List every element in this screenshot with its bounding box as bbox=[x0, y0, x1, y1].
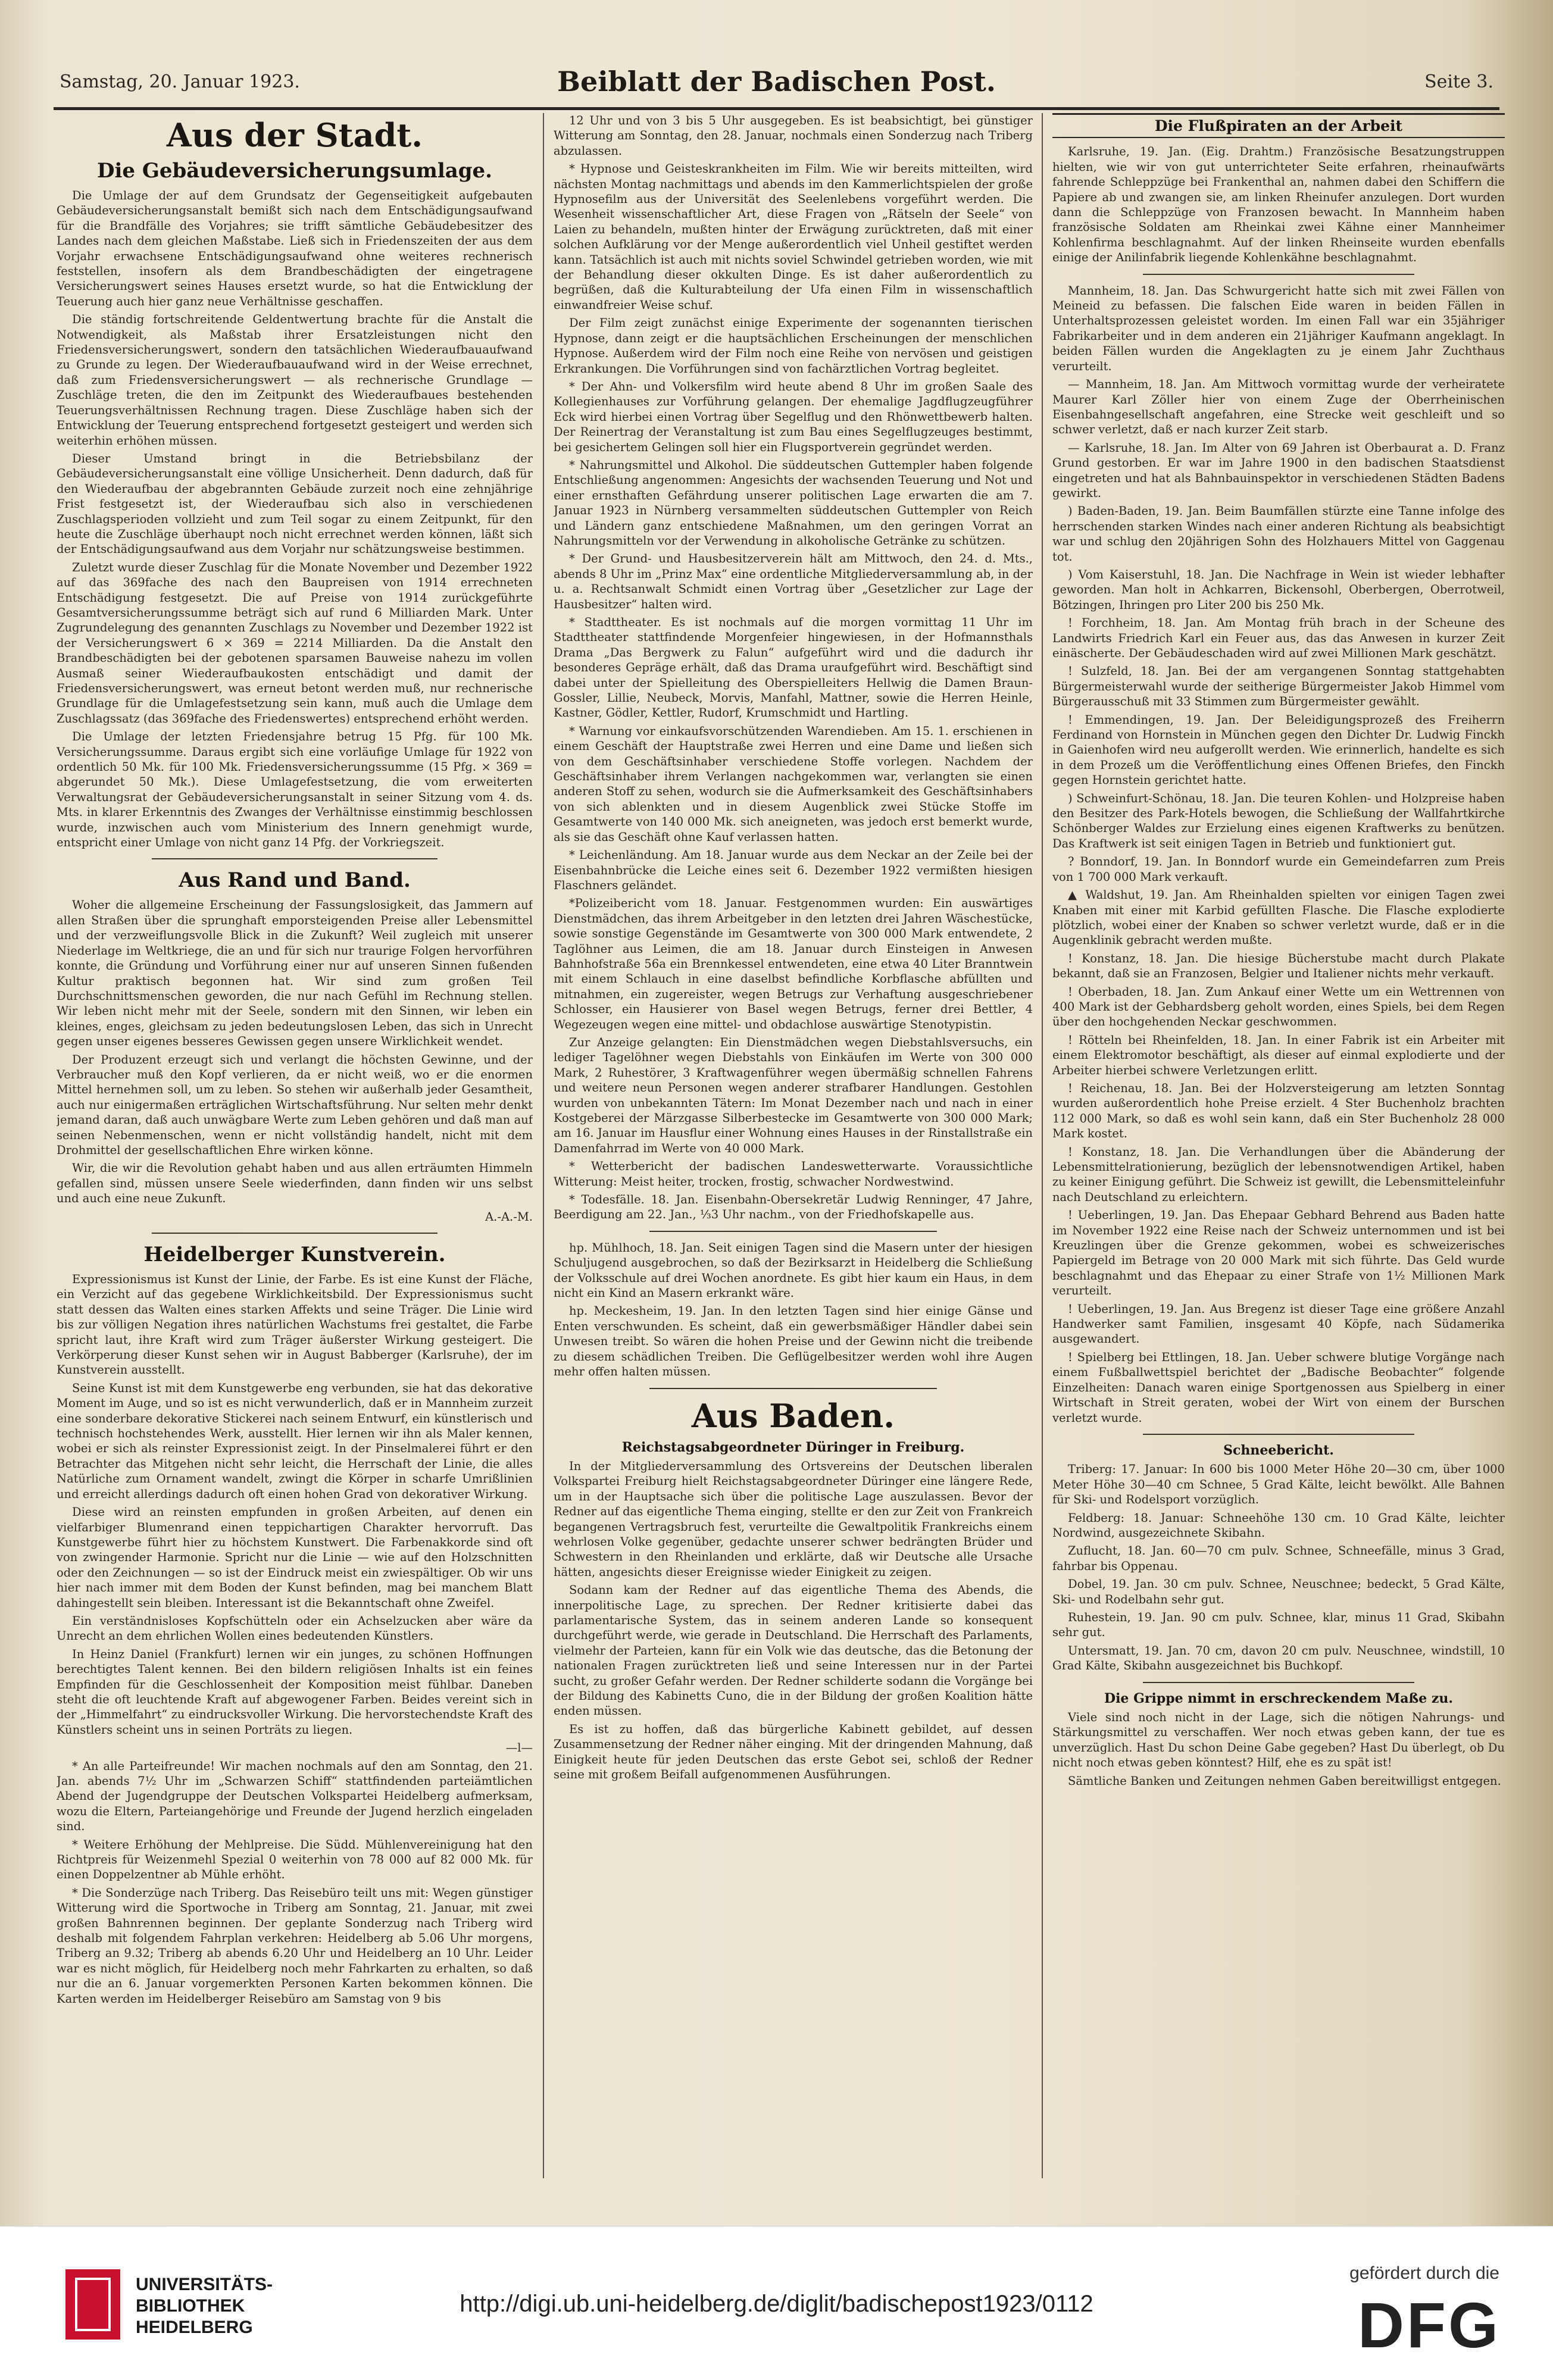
death-notice: * Todesfälle. 18. Jan. Eisenbahn-Obersekretär Ludwig Renninger, 47 Jahre, Beerdigung am 22. Jan., ⅓3 Uhr nachm., von der Friedhofskapelle aus. bbox=[554, 1193, 1033, 1222]
section-heading-baden: Aus Baden. bbox=[691, 1396, 895, 1435]
news-note: * Leichenländung. Am 18. Januar wurde aus dem Neckar an der Zeile bei der Eisenbahnbrücke die Leiche eines seit 6. Dezember 1922 vermißten hiesigen Flaschners geländet. bbox=[554, 848, 1033, 892]
snow-report-entry: Zuflucht, 18. Jan. 60—70 cm pulv. Schnee, Schneefälle, minus 3 Grad, fahrbar bis Oppenau. bbox=[1052, 1544, 1505, 1573]
article-title-dueringer: Reichstagsabgeordneter Düringer in Freiburg. bbox=[621, 1439, 965, 1455]
appeal-title: Die Grippe nimmt in erschreckendem Maße zu. bbox=[1104, 1690, 1454, 1706]
page-number: Seite 3. bbox=[1424, 71, 1493, 92]
news-note: * Stadttheater. Es ist nochmals auf die morgen vormittag 11 Uhr im Stadttheater stattfindende Morgenfeier hingewiesen, in der Hofmannsthals Drama „Das Bergwerk zu Falun“ aufgeführt wird und die dadurch ihr besonderes Gepräge erhält, daß das Drama uraufgeführt wird. Beschäftigt sind dabei unter der Spielleitung des Oberspielleiters Hellwig die Damen Braun-Gossler, Lillie, Neubeck, Morvis, Manfahl, Mattner, sowie die Herren Heinle, Kastner, Gödler, Kettler, Rudorf, Krumschmidt und Hartling. bbox=[554, 615, 1033, 720]
article-paragraph: Ein verständnisloses Kopfschütteln oder ein Achselzucken aber wäre da Unrecht an dem ehrlichen Wollen eines bedeutenden Künstlers. bbox=[57, 1613, 533, 1643]
separator bbox=[152, 1233, 438, 1234]
article-title-rand-band: Aus Rand und Band. bbox=[179, 868, 411, 893]
regional-note: ! Ueberlingen, 19. Jan. Das Ehepaar Gebhard Behrend aus Baden hatte im November 1922 eine Reise nach der Schweiz unternommen und ist bei Kreuzlingen über die Grenze gekommen, wobei es schweizerisches Papiergeld im Betrage von 20 000 Mark mit sich führte. Das Geld wurde beschlagnahmt und das Ehepaar zu einer Strafe von 1½ Millionen Mark verurteilt. bbox=[1052, 1208, 1505, 1298]
funding-label: gefördert durch die bbox=[1349, 2263, 1499, 2283]
regional-note: ! Emmendingen, 19. Jan. Der Beleidigungsprozeß des Freiherrn Ferdinand von Hornstein in München gegen den Dichter Dr. Ludwig Finckh in Gaienhofen wird neu aufgerollt werden. Wie erinnerlich, handelte es sich in dem Prozeß um die Veröffentlichung eines Offenen Briefes, den Finckh gegen Hornstein gerichtet hatte. bbox=[1052, 712, 1505, 787]
article-paragraph: Die Umlage der letzten Friedensjahre betrug 15 Pfg. für 100 Mk. Versicherungssumme. Daraus ergibt sich eine vorläufige Umlage für 1922 von ordentlich 50 Mk. für 100 Mk. Friedensversicherungssumme (15 Pfg. × 369 = abgerundet 50 Mk.). Diese Umlagefestsetzung, die vom erweiterten Verwaltungsrat der Gebäudeversicherungsanstalt in seiner Sitzung vom 4. ds. Mts. in klarer Erkenntnis des Zwanges der Verhältnisse einstimmig beschlossen wurde, inzwischen auch vom Ministerium des Innern genehmigt wurde, entspricht einer Umlage von nicht ganz 14 Pfg. der Vorkriegszeit. bbox=[57, 730, 533, 850]
snow-report-entry: Feldberg: 18. Januar: Schneehöhe 130 cm. 10 Grad Kälte, leichter Nordwind, ausgezeichnete Skibahn. bbox=[1052, 1510, 1505, 1540]
header-date: Samstag, 20. Januar 1923. bbox=[60, 71, 300, 92]
article-paragraph: Zuletzt wurde dieser Zuschlag für die Monate November und Dezember 1922 auf das 369fache des nach den Baupreisen von 1914 errechneten Entschädigung festgesetzt. Die auf Preise von 1914 zurückgeführte Gesamtversicherungssumme beträgt sich auf rund 6 Milliarden Mark. Unter Zugrundelegung des genannten Zuschlags zu November und Dezember 1922 ist der Versicherungswert 6 × 369 = 2214 Milliarden. Da die Anstalt den Brandbeschädigten bei der gebotenen sparsamen Bauweise nahezu im vollen Ausmaß seiner Wiederaufbaukosten entschädigt und damit der Friedensversicherungswert, was erneut betont werden muß, nur rechnerische Grundlage für die Umlagefestsetzung sein kann, muß auch die Umlage dem Zuschlagssatz (das 369fache des Friedenswertes) entsprechend erhöht werden. bbox=[57, 560, 533, 725]
article-signature: A.-A.-M. bbox=[485, 1209, 533, 1224]
article-paragraph: Dieser Umstand bringt in die Betriebsbilanz der Gebäudeversicherungsanstalt eine völlige Unsicherheit. Denn dadurch, daß für den Wiederaufbau der abgebrannten Gebäude zurzeit noch eine zehnjährige Frist festgesetzt ist, der Wiederaufbau sich also in verschiedenen Zuschlagsperioden vollzieht und zum Teil sogar zu einem Zeitpunkt, für den heute die Zuschläge überhaupt noch nicht errechnet werden können, läßt sich der Entschädigungsaufwand aus dem Vorjahr nur schätzungsweise bestimmen. bbox=[57, 451, 533, 556]
library-name-line: BIBLIOTHEK bbox=[136, 2296, 245, 2316]
digitization-footer bbox=[0, 2226, 1553, 2380]
column-1 bbox=[57, 113, 533, 2178]
article-paragraph: Expressionismus ist Kunst der Linie, der Farbe. Es ist eine Kunst der Fläche, ein Verzicht auf das gegebene Wirklichkeitsbild. Der Expressionismus sucht statt dessen das Walten eines starken Affekts und seine Träger. Die Linie wird bis zur völligen Negation ihres natürlichen Wachstums frei gestaltet, die Farbe spricht laut, ihre Kraft wird zum Träger äußerster Wirkung gesteigert. Die Verkörperung dieser Kunst sehen wir in August Babberger (Karlsruhe), der im Kunstverein ausstellt. bbox=[57, 1272, 533, 1377]
news-note: * Hypnose und Geisteskrankheiten im Film. Wie wir bereits mitteilten, wird nächsten Montag nachmittags und abends im den Kammerlichtspielen der große Hypnosefilm aus der Universität des Seelenlebens vorgeführt werden. Die Wesenheit wissenschaftlicher Art, diese Fragen von „Rätseln der Seele“ von Laien zu behandeln, mußten hinter der Erwägung zurücktreten, daß mit einer solchen Aufklärung vor der Menge außerordentlich viel Unheil gestiftet werden kann. Tatsächlich ist auch mit nichts soviel Schwindel getrieben worden, wie mit der Behandlung dieser okkulten Dinge. Es ist daher außerordentlich zu begrüßen, daß die Kulturabteilung der Ufa einen Film in wissenschaftlich einwandfreier Weise schuf. bbox=[554, 162, 1033, 312]
library-name-line: UNIVERSITÄTS- bbox=[136, 2275, 273, 2294]
news-note: * Der Ahn- und Volkersfilm wird heute abend 8 Uhr im großen Saale des Kollegienhauses zur Vorführung gelangen. Der ehemalige Jagdflugzeugführer Eck wird hierbei einen Vortrag über Segelflug und den Rhönwettbewerb halten. Der Reinertrag der Veranstaltung ist zum Bau eines Segelflugzeuges bestimmt, bei gesichertem Gelingen soll hier ein Flugsportverein gegründet werden. bbox=[554, 379, 1033, 454]
news-note: * Die Sonderzüge nach Triberg. Das Reisebüro teilt uns mit: Wegen günstiger Witterung wird die Sportwoche in Triberg am Sonntag, 21. Januar, mit zwei großen Bahnrennen beginnen. Der geplante Sonderzug nach Triberg wird deshalb mit folgendem Fahrplan verkehren: Heidelberg ab 5.06 Uhr morgens, Triberg an 9.32; Triberg ab abends 6.20 Uhr und Heidelberg an 10 Uhr. Leider war es nicht möglich, für Heidelberg noch mehr Fahrkarten zu erhalten, so daß nur die an 6. Januar vorgemerkten Personen Karten bekommen können. Die Karten werden im Heidelberger Reisebüro am Samstag von 9 bis bbox=[57, 1885, 533, 2006]
article-paragraph: In der Mitgliederversammlung des Ortsvereins der Deutschen liberalen Volkspartei Freiburg hielt Reichstagsabgeordneter Düringer eine längere Rede, um in der Hauptsache sich über die politische Lage auszulassen. Bevor der Redner auf das eigentliche Thema einging, stellte er den zur Zeit von Frankreich begangenen Vertragsbruch fest, verurteilte die Gewaltpolitik Frankreichs einem wehrlosen Volke gegenüber, gedachte unserer schwer bedrängten Brüder und Schwestern in den Rheinlanden und erklärte, daß wir Deutsche alle Ursache hätten, angesichts dieser Ereignisse wieder Einigkeit zu zeigen. bbox=[554, 1459, 1033, 1579]
column-3 bbox=[1052, 113, 1505, 2178]
article-title-insurance: Die Gebäudeversicherungsumlage. bbox=[96, 159, 493, 183]
regional-note: hp. Mühlhoch, 18. Jan. Seit einigen Tagen sind die Masern unter der hiesigen Schuljugend ausgebrochen, so daß der Bezirksarzt in Heidelberg die Schließung der Volksschule auf drei Wochen anordnete. Es gibt hier kaum ein Haus, in dem nicht ein Kind an Masern erkrankt wäre. bbox=[554, 1240, 1033, 1300]
appeal-text: Viele sind noch nicht in der Lage, sich die nötigen Nahrungs- und Stärkungsmittel zu verschaffen. Wer noch etwas geben kann, der tue es unverzüglich. Hast Du schon Deine Gabe gegeben? Hast Du überlegt, ob Du nicht noch etwas geben könntest? Hilf, ehe es zu spät ist! bbox=[1052, 1710, 1505, 1770]
police-report: Zur Anzeige gelangten: Ein Dienstmädchen wegen Diebstahlsversuchs, ein lediger Tagelöhner wegen Diebstahls von Einkäufen im Werte von 300 000 Mark, 2 Ruhestörer, 3 Kraftwagenführer wegen übermäßig schnellen Fahrens und weitere neun Personen wegen anderer strafbarer Handlungen. Gestohlen wurden von unbekannten Tätern: Im Monat Dezember nach und nach in einer Kostgeberei der Märzgasse Silberbestecke im Gesamtwerte von 300 000 Mark; am 16. Januar im Hausflur einer Wohnung eines Hauses in der Rinstallstraße ein Damenfahrrad im Werte von 40 000 Mark. bbox=[554, 1035, 1033, 1155]
page-header bbox=[54, 65, 1499, 110]
article-paragraph: Die ständig fortschreitende Geldentwertung brachte für die Anstalt die Notwendigkeit, als Maßstab ihrer Ersatzleistungen nicht den Friedensversicherungswert, sondern den tatsächlichen Wiederaufbauaufwand zu Grunde zu legen. Der Wiederaufbauaufwand wird in der Weise errechnet, daß zum Friedensversicherungswert — als rechnerische Grundlage — Zuschläge treten, die den im Zeitpunkt des Wiederaufbaues bestehenden Teuerungsverhältnissen Rechnung tragen. Diese Zuschläge haben sich der Entwicklung der Teuerung entsprechend fortgesetzt gesteigert und werden sich weiterhin erhöhen müssen. bbox=[57, 312, 533, 448]
news-note: 12 Uhr und von 3 bis 5 Uhr ausgegeben. Es ist beabsichtigt, bei günstiger Witterung am Sonntag, den 28. Januar, nochmals einen Sonderzug nach Triberg abzulassen. bbox=[554, 114, 1033, 158]
article-paragraph: Sodann kam der Redner auf das eigentliche Thema des Abends, die innerpolitische Lage, zu sprechen. Der Redner kritisierte dabei das parlamentarische System, das in seinem anderen Lande so konsequent durchgeführt werde, wie gerade in Deutschland. Die Herrschaft des Parlaments, vielmehr der Parteien, kann für ein Volk wie das deutsche, das die Betonung der nationalen Fragen zurücktreten ließ und seine Interessen nur in der Partei sucht, zu großer Gefahr werden. Der Redner schilderte sodann die Vorgänge bei der Bildung des Kabinetts Cuno, die in der Bildung der großen Koalition hätte enden müssen. bbox=[554, 1583, 1033, 1718]
article-paragraph: Es ist zu hoffen, daß das bürgerliche Kabinett gebildet, auf dessen Zusammensetzung der Redner näher einging. Mit der dringenden Mahnung, daß Einigkeit heute für jeden Deutschen das erste Gebot sei, schloß der Redner seine mit großem Beifall aufgenommenen Ausführungen. bbox=[554, 1722, 1033, 1782]
regional-note: ) Baden-Baden, 19. Jan. Beim Baumfällen stürzte eine Tanne infolge des herrschenden starken Windes nach einer anderen Richtung als beabsichtigt war und schlug den 20jährigen Sohn des Holzhauers Mittel von Gaggenau tot. bbox=[1052, 504, 1505, 564]
snow-report-entry: Untersmatt, 19. Jan. 70 cm, davon 20 cm pulv. Neuschnee, windstill, 10 Grad Kälte, Skibahn ausgezeichnet bis Buchkopf. bbox=[1052, 1643, 1505, 1673]
article-paragraph: Wir, die wir die Revolution gehabt haben und aus allen erträumten Himmeln gefallen sind, müssen unsere Seele wiederfinden, dann finden wir uns selbst und auch eine neue Zukunft. bbox=[57, 1161, 533, 1206]
regional-note: Mannheim, 18. Jan. Das Schwurgericht hatte sich mit zwei Fällen von Meineid zu befassen. Die falschen Eide waren in beiden Fällen in Unterhaltsprozessen geleistet worden. Im einen Fall war ein 35jähriger Fabrikarbeiter und in dem anderen ein 21jähriger Kaufmann angeklagt. In beiden Fällen wurden die Angeklagten zu je einem Jahr Zuchthaus verurteilt. bbox=[1052, 283, 1505, 373]
article-paragraph: Der Produzent erzeugt sich und verlangt die höchsten Gewinne, und der Verbraucher muß den Kopf verlieren, da er nicht weiß, wo er die enormen Mittel hernehmen soll, um zu leben. So stehen wir außerhalb jeder Gesamtheit, auch nur einigermaßen erträglichen Wirtschaftsführung. Nur selten mehr denkt jemand daran, daß auch unwägbare Werte zum Leben gehören und daß man auf seinen Nebenmenschen, wenn er nicht vollständig handelt, nicht mit dem Drohmittel der gesellschaftlichen Ehre wirken könne. bbox=[57, 1052, 533, 1157]
regional-note: ! Forchheim, 18. Jan. Am Montag früh brach in der Scheune des Landwirts Friedrich Karl ein Feuer aus, das das Anwesen in kurzer Zeit einäscherte. Der Gebäudeschaden wird auf zwei Millionen Mark geschätzt. bbox=[1052, 616, 1505, 660]
separator bbox=[1143, 1434, 1414, 1435]
regional-note: ! Sulzfeld, 18. Jan. Bei der am vergangenen Sonntag stattgehabten Bürgermeisterwahl wurde der seitherige Bürgermeister Jakob Himmel vom Bürgerausschuß mit 33 Stimmen zum Bürgermeister gewählt. bbox=[1052, 664, 1505, 709]
news-note: * Warnung vor einkaufsvorschützenden Warendieben. Am 15. 1. erschienen in einem Geschäft der Hauptstraße zwei Herren und eine Dame und ließen sich von dem Geschäftsinhaber verschiedene Stoffe vorlegen. Nachdem der Geschäftsinhaber ihrem Verlangen nachgekommen war, verlangten sie einen anderen Stoff zu sehen, wodurch sie die Aufmerksamkeit des Geschäftsinhabers von sich ablenkten und in diesem Augenblick zwei Stücke Stoffe im Gesamtwerte von 140 000 Mk. sich aneigneten, was jedoch erst bemerkt wurde, als sie das Geschäft ohne Kauf verlassen hatten. bbox=[554, 724, 1033, 844]
snow-report-entry: Triberg: 17. Januar: In 600 bis 1000 Meter Höhe 20—30 cm, über 1000 Meter Höhe 30—40 cm Schnee, 5 Grad Kälte, leicht bewölkt. Alle Bahnen für Ski- und Rodelsport vorzüglich. bbox=[1052, 1462, 1505, 1507]
news-note: * Nahrungsmittel und Alkohol. Die süddeutschen Guttempler haben folgende Entschließung angenommen: Angesichts der wachsenden Teuerung und Not und einer ernsthaften Gefährdung unserer politischen Lage erwarten die am 7. Januar 1923 in Nürnberg versammelten süddeutschen Guttempler von Reich und Ländern ganz entschiedene Maßnahmen, um den geringen Vorrat an Nahrungsmitteln vor der Verwendung in alkoholische Getränke zu schützen. bbox=[554, 458, 1033, 548]
separator bbox=[152, 858, 438, 859]
regional-note: ! Rötteln bei Rheinfelden, 18. Jan. In einer Fabrik ist ein Arbeiter mit einem Elektromotor beschäftigt, als dieser auf einmal explodierte und der Arbeiter hierbei schwere Verletzungen erlitt. bbox=[1052, 1033, 1505, 1077]
separator bbox=[1143, 274, 1414, 275]
regional-note: ! Oberbaden, 18. Jan. Zum Ankauf einer Wette um ein Wettrennen von 400 Mark ist der Gebhardsberg geholt worden, eines Spiels, bei dem Regen über den hochgehenden Neckar geschwommen. bbox=[1052, 984, 1505, 1029]
separator bbox=[649, 1231, 937, 1232]
separator bbox=[1143, 1682, 1414, 1683]
police-report: *Polizeibericht vom 18. Januar. Festgenommen wurden: Ein auswärtiges Dienstmädchen, das ihrem Arbeitgeber in den letzten drei Jahren Wäschestücke, sowie sonstige Gegenstände im Gesamtwerte von 300 000 Mark entwendete, 2 Taglöhner aus Leimen, die am 18. Januar durch Einsteigen in Anwesen Bahnhofstraße 56a ein Brennkessel entwendeten, eine etwa 40 Liter Branntwein mit einem Schlauch in eine daselbst befindliche Korbflasche abfüllten und mitnahmen, ein zugereister, wegen Betrugs zur Verhaftung ausgeschriebener Schlosser, ein Hausierer von Basel wegen Betrugs, ferner drei Bettler, 4 Wegezeugen wegen eine mittel- und obdachlose auswärtige Stenotypistin. bbox=[554, 896, 1033, 1031]
column-2 bbox=[554, 113, 1033, 2178]
permalink-url[interactable]: http://digi.ub.uni-heidelberg.de/diglit/badischepost1923/0112 bbox=[460, 2291, 1093, 2317]
article-paragraph: Seine Kunst ist mit dem Kunstgewerbe eng verbunden, sie hat das dekorative Moment im Auge, und so ist es nicht verwunderlich, daß er in Mannheim zurzeit eine sonderbare dekorative Stickerei nach seinem Entwurf, ein künstlerisch und technisch hochstehendes Werk, ausstellt. Hier lernen wir ihn als Maler kennen, wobei er sich als reinster Expressionist zeigt. In der Pinselmalerei führt er den Betrachter das Mitgehen nicht sehr leicht, die Herrschaft der Linie, die alles Natürliche zum Ornament wandelt, zwingt die Körper in scharfe Umrißlinien und erreicht allerdings dadurch oft einen hohen Grad von dekorativer Wirkung. bbox=[57, 1381, 533, 1501]
regional-note: hp. Meckesheim, 19. Jan. In den letzten Tagen sind hier einige Gänse und Enten verschwunden. Es scheint, daß ein gewerbsmäßiger Händler dabei sein Unwesen treibt. So wären die hohen Preise und der Gewinn nicht die treibende zu diesem schädlichen Treiben. Die Geflügelbesitzer werden wohl ihre Augen mehr offen halten müssen. bbox=[554, 1304, 1033, 1379]
article-paragraph: Karlsruhe, 19. Jan. (Eig. Drahtm.) Französische Besatzungstruppen hielten, wie wir von gut unterrichteter Seite erfahren, rheinaufwärts fahrende Schleppzüge bei Frankenthal an, nahmen dabei den Schiffern die Papiere ab und zwangen sie, am linken Rheinufer anzulegen. Dort wurden dann die Schleppzüge von Franzosen bewacht. In Mannheim haben französische Soldaten am Rheinkai zwei Kähne einer Mannheimer Kohlenfirma beschlagnahmt. Auf der linken Rheinseite wurden ebenfalls einige der Anilinfabrik liegende Kohlenkähne beschlagnahmt. bbox=[1052, 145, 1505, 265]
article-paragraph: Diese wird an reinsten empfunden in großen Arbeiten, auf denen ein vielfarbiger Blumenrand einen teppichartigen Charakter hervorruft. Das Kunstgewerbe führt hier zu höchstem Kunstwert. Die Farbenakkorde sind oft von zwingender Harmonie. Spricht nur die Linie — wie auf den Holzschnitten oder den Zeichnungen — so ist der Eindruck meist ein zwiespältiger. Ob wir uns hier nach immer mit dem Boden der Kunst befinden, mag bei manchem Blatt dahingestellt sein bleiben. Interessant ist die Bekanntschaft ohne Zweifel. bbox=[57, 1505, 533, 1610]
article-title-kunstverein: Heidelberger Kunstverein. bbox=[143, 1243, 446, 1266]
news-note: Der Film zeigt zunächst einige Experimente der sogenannten tierischen Hypnose, dann zeigt er die hauptsächlichen Erscheinungen der menschlichen Hypnose. Außerdem wird der Film noch eine Reihe von nervösen und geistigen Erkrankungen. Die Vorführungen sind von fachärztlichen Vortrag begleitet. bbox=[554, 316, 1033, 376]
article-paragraph: Woher die allgemeine Erscheinung der Fassungslosigkeit, das Jammern auf allen Straßen über die sprunghaft emporsteigenden Preise aller Lebensmittel und der verzweiflungsvolle Blick in die Zukunft? Weil zugleich mit unserer Niederlage im Weltkriege, die an und für sich nur traurige Folgen hervorführen konnte, die Gründung und Vorführung einer nur auf unseren Sinnen fußenden Kultur praktisch begonnen hat. Wir sind zum großen Teil Durchschnittsmenschen geworden, die nur nach Gefühl im Rechnung stellen. Wir leben nicht mehr mit der Seele, sondern mit den Sinnen, wir leben ein kleines, enges, gleichsam zu jeden bedeutungslosen Leben, das sich in Unrecht gegen unser eigenes besseres Gewissen gegen unsere Wirklichkeit wendet. bbox=[57, 898, 533, 1049]
regional-note: ! Reichenau, 18. Jan. Bei der Holzversteigerung am letzten Sonntag wurden außerordentlich hohe Preise erzielt. 4 Ster Buchenholz brachten 112 000 Mark, so daß es wohl sein kann, daß ein Ster Buchenholz 28 000 Mark kostet. bbox=[1052, 1081, 1505, 1141]
section-heading-city: Aus der Stadt. bbox=[166, 116, 423, 154]
article-signature: —l— bbox=[505, 1741, 533, 1755]
appeal-text: Sämtliche Banken und Zeitungen nehmen Gaben bereitwilligst entgegen. bbox=[1068, 1774, 1501, 1788]
regional-note: ! Ueberlingen, 19. Jan. Aus Bregenz ist dieser Tage eine größere Anzahl Handwerker samt Familien, insgesamt 40 Köpfe, nach Südamerika ausgewandert. bbox=[1052, 1302, 1505, 1346]
snow-report-title: Schneebericht. bbox=[1223, 1442, 1334, 1458]
column-divider-2 bbox=[1042, 113, 1043, 2178]
news-note: * Weitere Erhöhung der Mehlpreise. Die Südd. Mühlenvereinigung hat den Richtpreis für Weizenmehl Spezial 0 weiterhin von 78 000 auf 82 000 Mk. für einen Doppelzentner ab Mühle erhöht. bbox=[57, 1837, 533, 1882]
regional-note: ) Vom Kaiserstuhl, 18. Jan. Die Nachfrage in Wein ist wieder lebhafter geworden. Man holt in Achkarren, Bickensohl, Oberbergen, Oberrotweil, Bötzingen, Ihringen pro Liter 200 bis 250 Mk. bbox=[1052, 567, 1505, 612]
news-note: * An alle Parteifreunde! Wir machen nochmals auf den am Sonntag, den 21. Jan. abends 7½ Uhr im „Schwarzen Schiff“ stattfindenden parteiämtlichen Abend der Jugendgruppe der Deutschen Volkspartei Heidelberg aufmerksam, wozu die Eltern, Parteiangehörige und Freunde der Jugend herzlich eingeladen sind. bbox=[57, 1759, 533, 1834]
regional-note: ! Konstanz, 18. Jan. Die hiesige Bücherstube macht durch Plakate bekannt, daß sie an Franzosen, Belgier und Italiener nichts mehr verkauft. bbox=[1052, 951, 1505, 981]
article-paragraph: In Heinz Daniel (Frankfurt) lernen wir ein junges, zu schönen Hoffnungen berechtigtes Talent kennen. Bei den bildern religiösen Inhalts ist ein feines Empfinden für die Geschlossenheit der Komposition meist fühlbar. Daneben steht die oft leuchtende Kraft auf abgewogener Farben. Beides vereint sich in der „Himmelfahrt“ zu eindrucksvoller Wirkung. Die hervorstechendste Kraft des Künstlers scheint uns in seinen Porträts zu liegen. bbox=[57, 1647, 533, 1737]
newspaper-title: Beiblatt der Badischen Post. bbox=[557, 65, 996, 98]
regional-note: — Karlsruhe, 18. Jan. Im Alter von 69 Jahren ist Oberbaurat a. D. Franz Grund gestorben. Er war im Jahre 1900 in den badischen Staatsdienst eingetreten und hat als Bahnbauinspektor in verschiedenen Städten Badens gewirkt. bbox=[1052, 440, 1505, 500]
regional-note: ? Bonndorf, 19. Jan. In Bonndorf wurde ein Gemeindefarren zum Preis von 1 700 000 Mark verkauft. bbox=[1052, 855, 1505, 884]
regional-note: ! Spielberg bei Ettlingen, 18. Jan. Ueber schwere blutige Vorgänge nach einem Fußballwettspiel berichtet der „Badische Beobachter“ folgende Einzelheiten: Danach waren einige Sportgenossen aus Spielberg in einer Wirtschaft in Streit geraten, wobei der Wirt von einem der Burschen verletzt wurde. bbox=[1052, 1350, 1505, 1425]
separator bbox=[649, 1388, 937, 1389]
article-title-pirates: Die Flußpiraten an der Arbeit bbox=[1052, 113, 1505, 138]
news-note: * Der Grund- und Hausbesitzerverein hält am Mittwoch, den 24. d. Mts., abends 8 Uhr im „Prinz Max“ eine ordentliche Mitgliederversammlung ab, in der u. a. Rechtsanwalt Schmidt einen Vortrag über „Gesetzlicher zur Lage der Hausbesitzer“ halten wird. bbox=[554, 552, 1033, 611]
library-name-line: HEIDELBERG bbox=[136, 2318, 253, 2337]
regional-note: ! Konstanz, 18. Jan. Die Verhandlungen über die Abänderung der Lebensmittelrationierung, bezüglich der lebensnotwendigen Artikel, haben zu keiner Einigung geführt. Die Schweiz ist gewillt, die Lebensmitteleinfuhr nach Deutschland zu erleichtern. bbox=[1052, 1144, 1505, 1204]
weather-note: * Wetterbericht der badischen Landeswetterwarte. Voraussichtliche Witterung: Meist heiter, trocken, frostig, schwacher Nordwestwind. bbox=[554, 1159, 1033, 1189]
article-paragraph: Die Umlage der auf dem Grundsatz der Gegenseitigkeit aufgebauten Gebäudeversicherungsanstalt bemißt sich nach dem Entschädigungsaufwand für die Brandfälle des Vorjahres; sie trifft sämtliche Gebäudebesitzer des Landes nach dem gleichen Maßstabe. Ließ sich in Friedenszeiten der aus dem Vorjahr erwachsene Entschädigungsaufwand ohne weiteres rechnerisch feststellen, insofern als dem Brandbeschädigten der eingetragene Versicherungswert seines Hauses ersetzt wurde, so hat die Entwicklung der Teuerung auch hier ganz neue Verhältnisse geschaffen. bbox=[57, 189, 533, 308]
snow-report-entry: Ruhestein, 19. Jan. 90 cm pulv. Schnee, klar, minus 11 Grad, Skibahn sehr gut. bbox=[1052, 1610, 1505, 1640]
dfg-logo: DFG bbox=[1358, 2289, 1501, 2361]
regional-note: ▲ Waldshut, 19. Jan. Am Rheinhalden spielten vor einigen Tagen zwei Knaben mit einer mit Karbid gefüllten Flasche. Die Flasche explodierte plötzlich, wobei einer der Knaben so schwer verletzt wurde, daß er in die Augenklinik gebracht werden mußte. bbox=[1052, 888, 1505, 947]
regional-note: ) Schweinfurt-Schönau, 18. Jan. Die teuren Kohlen- und Holzpreise haben den Besitzer des Park-Hotels bewogen, die Schließung der Wallfahrtkirche Schönberger Waldes zur Erzielung eines eigenen Kraftwerks zu benützen. Das Kraftwerk ist seit einigen Tagen in Betrieb und funktioniert gut. bbox=[1052, 791, 1505, 850]
column-divider-1 bbox=[543, 113, 544, 2178]
regional-note: — Mannheim, 18. Jan. Am Mittwoch vormittag wurde der verheiratete Maurer Karl Zöller hier von einem Zuge der Oberrheinischen Eisenbahngesellschaft angefahren, eine Strecke weit geschleift und so schwer verletzt, daß er nach kurzer Zeit starb. bbox=[1052, 377, 1505, 437]
snow-report-entry: Dobel, 19. Jan. 30 cm pulv. Schnee, Neuschnee; bedeckt, 5 Grad Kälte, Ski- und Rodelbahn sehr gut. bbox=[1052, 1577, 1505, 1606]
